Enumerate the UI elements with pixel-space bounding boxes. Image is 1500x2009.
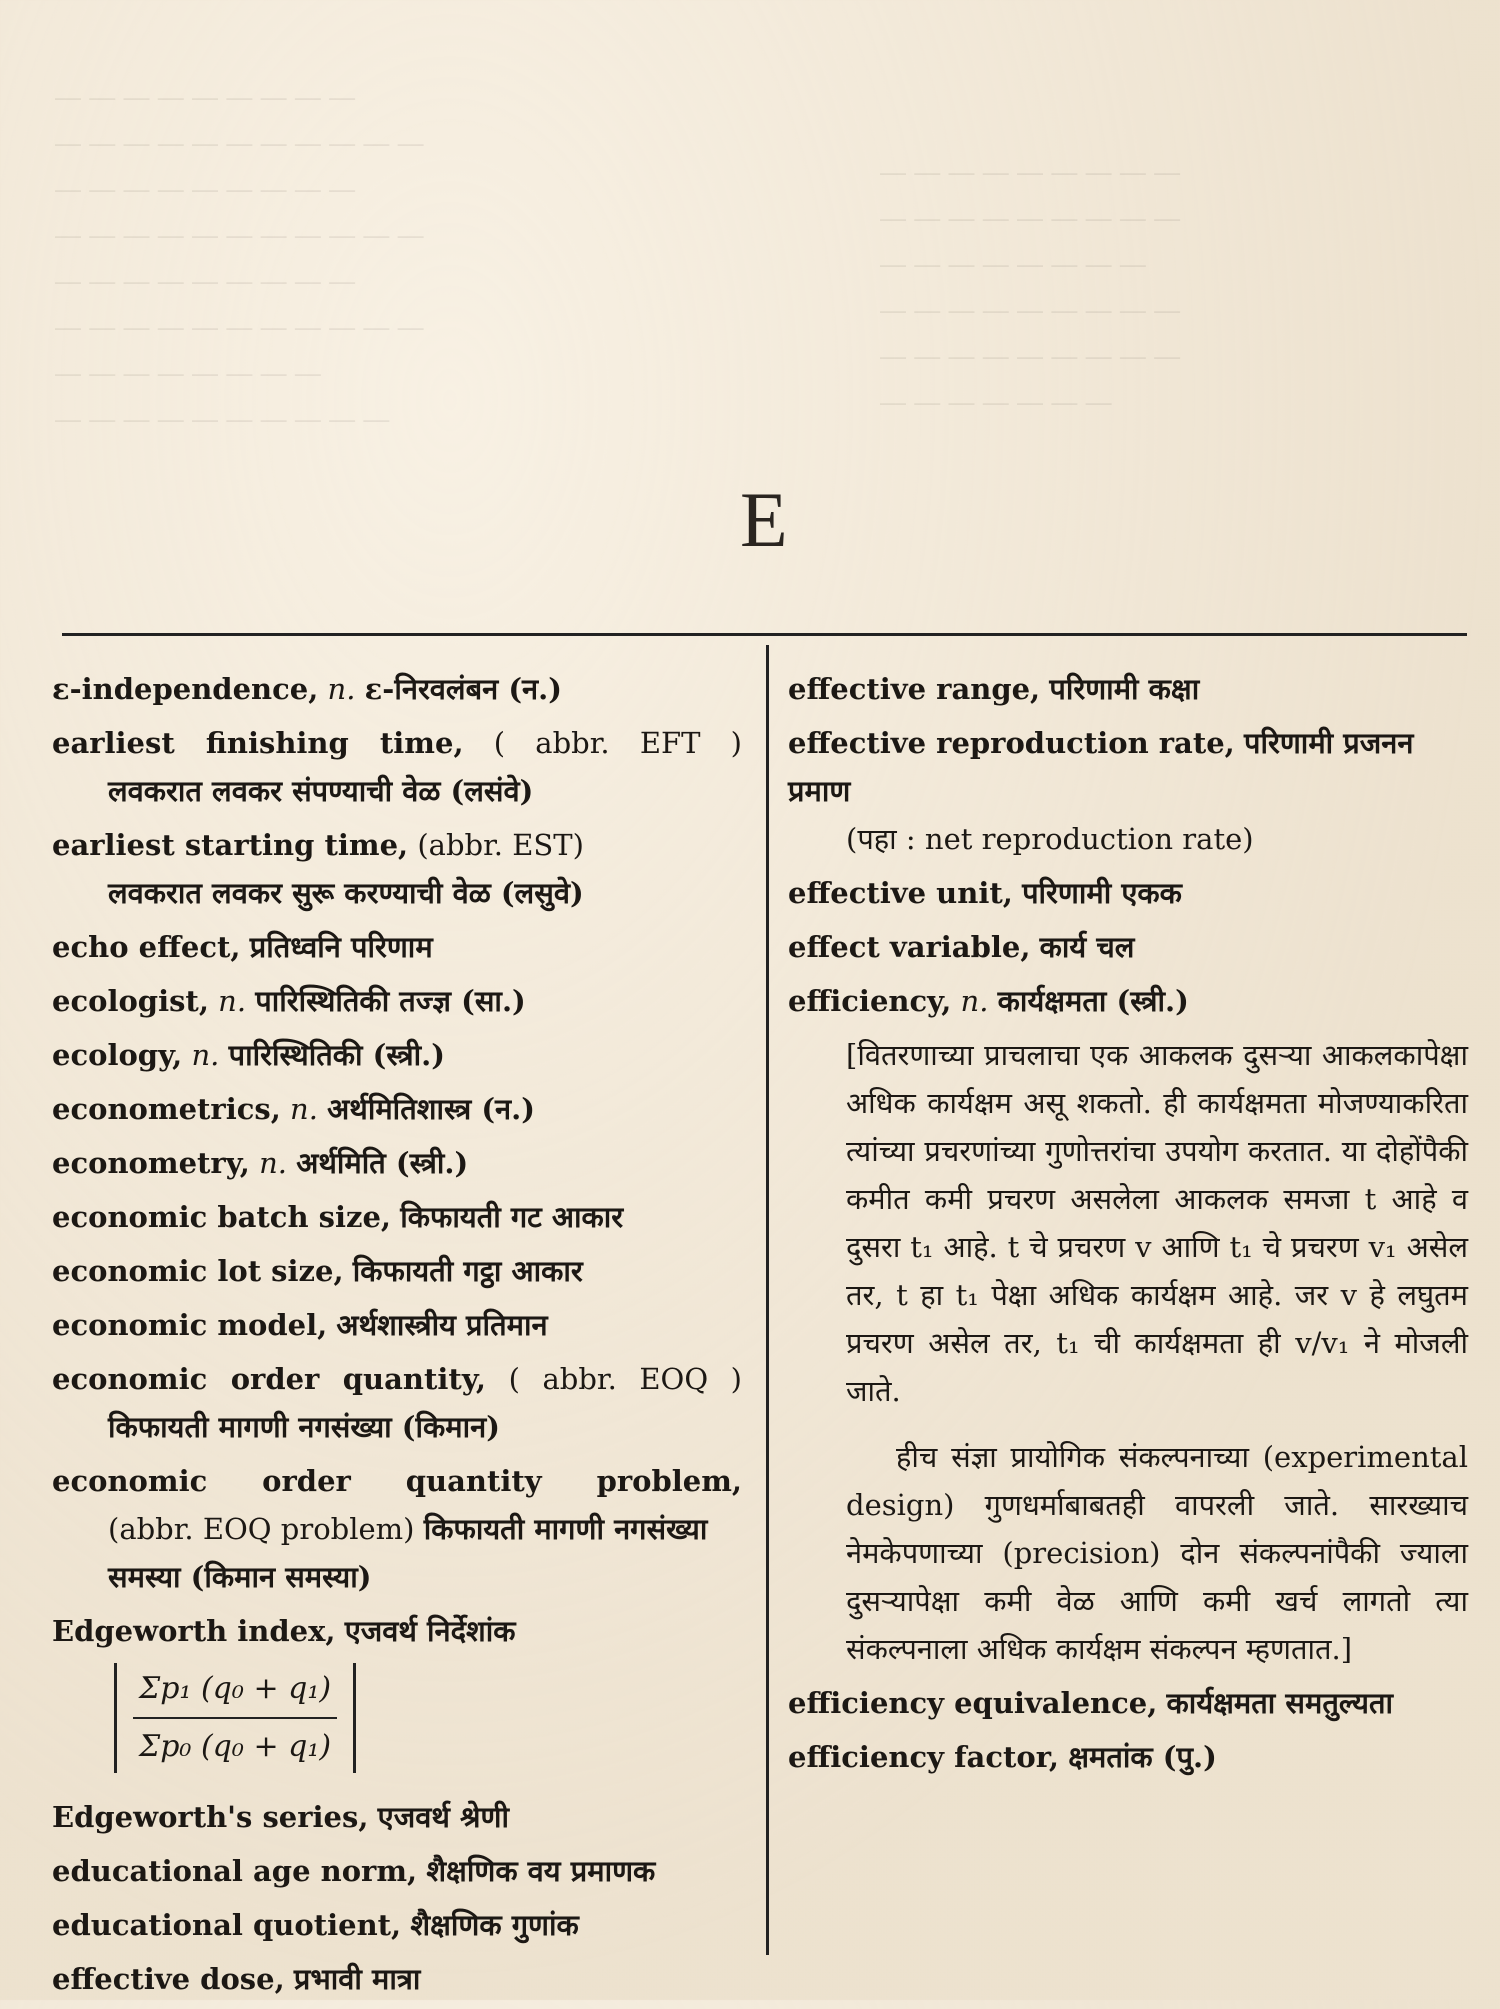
header-rule — [62, 633, 1467, 636]
formula-denominator: Σp₀ (q₀ + q₁) — [139, 1729, 332, 1764]
entry-efficiency: efficiency, n. कार्यक्षमता (स्त्री.) [वितरणाच्या प्राचलाचा एक आकलक दुसऱ्या आकलकापेक्षा अधिक कार्यक्षम असू शकतो. ही कार्यक्षमता मोजण्याकरिता त्यांच्या प्रचरणांच्या गुणोत्तरांचा उपयोग करतात. या दोहोंपैकी कमीत कमी प्रचरण असलेला आकलक समजा t आहे व दुसरा t₁ आहे. t चे प्रचरण v आणि t₁ चे प्रचरण v₁ असेल तर, t हा t₁ पेक्षा अधिक कार्यक्षम आहे. जर v हे लघुतम प्रचरण असेल तर, t₁ ची कार्यक्षमता ही v/v₁ ने मोजली जाते. हीच संज्ञा प्रायोगिक संकल्पनाच्या (experimental design) गुणधर्माबाबतही वापरली जाते. सारख्याच नेमकेपणाच्या (precision) दोन संकल्पनांपैकी ज्याला दुसऱ्यापेक्षा कमी वेळ आणि कमी खर्च लागतो त्या संकल्पनाला अधिक कार्यक्षम संकल्पन म्हणतात.] — [788, 977, 1468, 1673]
entry-effective-dose: effective dose, प्रभावी मात्रा — [52, 1962, 421, 1996]
entry-efficiency-equivalence: efficiency equivalence, कार्यक्षमता समतुल्यता — [788, 1686, 1393, 1720]
bleed-through-left: ― ― ― ― ― ― ― ― ― ― ― ― ― ― ― ― ― ― ― ― ― ― ― ― ― ― ― ― ― ― ― ― ― ― ― ― ― ― ― ― ― ― ― ― ― ― ― ― ― ― ― ― ― ― ― ― ― ― ― ― ― ― ― ― ― ― ― ― ― ― ― ― ― ― ― ― ― ― — [55, 83, 424, 435]
entry-economic-order-quantity: economic order quantity, ( abbr. EOQ ) किफायती मागणी नगसंख्या (किमान) — [52, 1362, 742, 1444]
entry-echo-effect: echo effect, प्रतिध्वनि परिणाम — [52, 930, 433, 964]
column-divider — [766, 645, 769, 1955]
entry-economic-lot-size: economic lot size, किफायती गट्ठा आकार — [52, 1254, 583, 1288]
entry-effective-unit: effective unit, परिणामी एकक — [788, 876, 1182, 910]
reproduction-note: (पहा : net reproduction rate) — [846, 822, 1254, 856]
entry-earliest-finishing-time: earliest finishing time, ( abbr. EFT ) लवकरात लवकर संपण्याची वेळ (लसंवे) — [52, 726, 742, 808]
bleed-through-right: ― ― ― ― ― ― ― ― ― ― ― ― ― ― ― ― ― ― ― ― ― ― ― ― ― ― ― ― ― ― ― ― ― ― ― ― ― ― ― ― ― ― ― ― ― ― ― ― ― ― ― — [880, 158, 1181, 418]
section-letter: E — [740, 476, 788, 563]
entry-effective-range: effective range, परिणामी कक्षा — [788, 672, 1200, 706]
entry-effect-variable: effect variable, कार्य चल — [788, 930, 1135, 964]
entry-efficiency-factor: efficiency factor, क्षमतांक (पु.) — [788, 1740, 1217, 1774]
efficiency-paragraph-1: [वितरणाच्या प्राचलाचा एक आकलक दुसऱ्या आकलकापेक्षा अधिक कार्यक्षम असू शकतो. ही कार्यक्षमता मोजण्याकरिता त्यांच्या प्रचरणांच्या गुणोत्तरांचा उपयोग करतात. या दोहोंपैकी कमीत कमी प्रचरण असलेला आकलक समजा t आहे व दुसरा t₁ आहे. t चे प्रचरण v आणि t₁ चे प्रचरण v₁ असेल तर, t हा t₁ पेक्षा अधिक कार्यक्षम आहे. जर v हे लघुतम प्रचरण असेल तर, t₁ ची कार्यक्षमता ही v/v₁ ने मोजली जाते. — [846, 1038, 1468, 1408]
entry-ecologist: ecologist, n. पारिस्थितिकी तज्ज्ञ (सा.) — [52, 984, 526, 1018]
entry-econometrics: econometrics, n. अर्थमितिशास्त्र (न.) — [52, 1092, 535, 1126]
entry-effective-reproduction-rate: effective reproduction rate, परिणामी प्रजनन प्रमाण (पहा : net reproduction rate) — [788, 719, 1468, 863]
entry-edgeworth-index: Edgeworth index, एजवर्थ निर्देशांक $\frac{\text{Σp₁ (q₀ + q₁)}}{\text{Σp₀ (q₀ + q₁)}}$ — [52, 1607, 742, 1787]
efficiency-paragraph-2: हीच संज्ञा प्रायोगिक संकल्पनाच्या (experimental design) गुणधर्माबाबतही वापरली जाते. सारख्याच नेमकेपणाच्या (precision) दोन संकल्पनांपैकी ज्याला दुसऱ्यापेक्षा कमी वेळ आणि कमी खर्च लागतो त्या संकल्पनाला अधिक कार्यक्षम संकल्पन म्हणतात.] — [846, 1440, 1468, 1666]
entry-educational-age-norm: educational age norm, शैक्षणिक वय प्रमाणक — [52, 1854, 656, 1888]
left-column — [52, 665, 742, 2009]
entry-earliest-starting-time: earliest starting time, (abbr. EST) लवकरात लवकर सुरू करण्याची वेळ (लसुवे) — [52, 828, 584, 910]
formula-numerator: Σp₁ (q₀ + q₁) — [133, 1665, 337, 1719]
right-column — [788, 665, 1468, 1787]
entry-ecology: ecology, n. पारिस्थितिकी (स्त्री.) — [52, 1038, 445, 1072]
entry-epsilon-independence: ε-independence, n. ε-निरवलंबन (न.) — [52, 672, 562, 706]
entry-economic-batch-size: economic batch size, किफायती गट आकार — [52, 1200, 624, 1234]
entry-edgeworths-series: Edgeworth's series, एजवर्थ श्रेणी — [52, 1800, 509, 1834]
entry-economic-model: economic model, अर्थशास्त्रीय प्रतिमान — [52, 1308, 548, 1342]
entry-econometry: econometry, n. अर्थमिति (स्त्री.) — [52, 1146, 469, 1180]
edgeworth-formula — [114, 1663, 356, 1773]
entry-eoq-problem: economic order quantity problem, (abbr. EOQ problem) किफायती मागणी नगसंख्या समस्या (किमान समस्या) — [52, 1464, 742, 1594]
entry-educational-quotient: educational quotient, शैक्षणिक गुणांक — [52, 1908, 579, 1942]
